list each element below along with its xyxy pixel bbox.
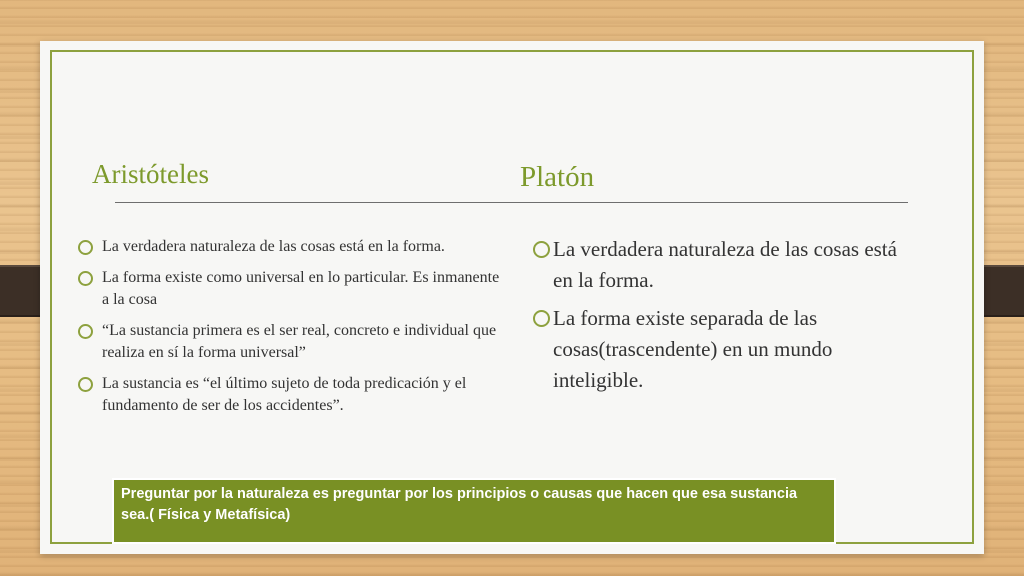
list-item-text: La sustancia es “el último sujeto de toda predicación y el fundamento de ser de los accidentes”.	[102, 375, 467, 414]
circle-bullet-icon	[78, 377, 93, 392]
list-item-text: La forma existe como universal en lo particular. Es inmanente a la cosa	[102, 269, 500, 308]
list-item	[78, 267, 508, 311]
heading-platon: Platón	[520, 161, 595, 193]
aristoteles-list	[78, 236, 508, 426]
list-item-text: La verdadera naturaleza de las cosas está en la forma.	[553, 237, 897, 292]
divider-line	[115, 202, 908, 203]
circle-bullet-icon	[78, 271, 93, 286]
list-item	[533, 303, 913, 396]
list-item-text: La forma existe separada de las cosas(trascendente) en un mundo inteligible.	[553, 306, 833, 392]
left-binder-tab	[0, 265, 44, 317]
circle-bullet-icon	[533, 310, 550, 327]
circle-bullet-icon	[78, 240, 93, 255]
circle-bullet-icon	[533, 241, 550, 258]
summary-callout: Preguntar por la naturaleza es preguntar por los principios o causas que hacen que esa sustancia sea.( Física y Metafísica)	[112, 478, 836, 544]
list-item-text: La verdadera naturaleza de las cosas está en la forma.	[102, 238, 445, 255]
list-item	[533, 234, 913, 296]
list-item	[78, 320, 508, 364]
list-item	[78, 373, 508, 417]
heading-aristoteles: Aristóteles	[92, 159, 209, 189]
slide-card	[40, 41, 984, 554]
platon-list	[533, 234, 913, 403]
list-item	[78, 236, 508, 258]
list-item-text: “La sustancia primera es el ser real, concreto e individual que realiza en sí la forma universal”	[102, 322, 497, 361]
circle-bullet-icon	[78, 324, 93, 339]
